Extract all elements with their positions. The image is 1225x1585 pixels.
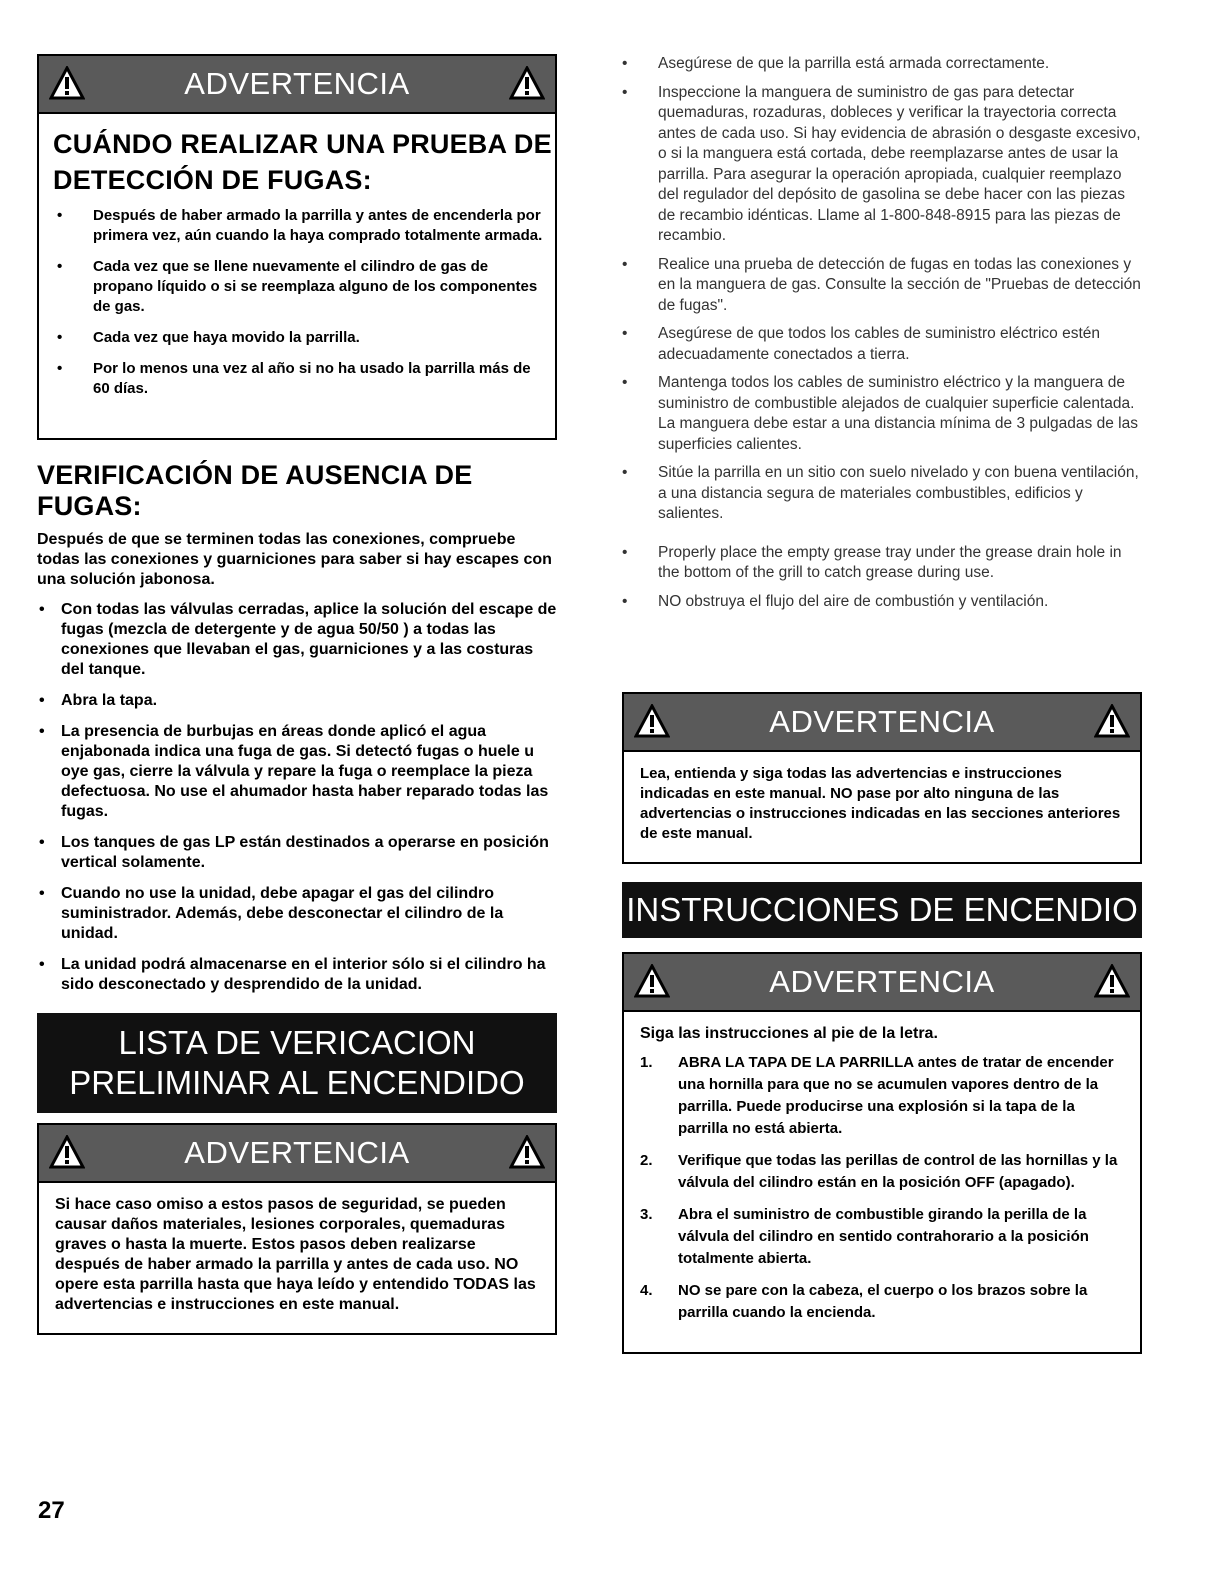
warning-triangle-icon xyxy=(1094,704,1130,738)
verification-list xyxy=(37,600,557,995)
lighting-banner xyxy=(622,882,1142,938)
list-item: • Mantenga todos los cables de suministro eléctrico y la manguera de suministro de combustible alejados de cualquier superficie calentada. La manguera debe estar a una distancia mínima de 3 pulgadas de las superficies calientes. xyxy=(622,373,1144,455)
page-number: 27 xyxy=(38,1497,65,1524)
warning-title: ADVERTENCIA xyxy=(184,1135,410,1170)
verification-heading: VERIFICACIÓN DE AUSENCIA DE FUGAS: xyxy=(37,460,473,521)
warning-title: ADVERTENCIA xyxy=(184,66,410,101)
read-warning-box xyxy=(622,692,1142,864)
step-number: 1. xyxy=(640,1054,653,1071)
verification-intro: Después de que se terminen todas las conexiones, compruebe todas las conexiones y guarniciones para saber si hay escapes con una solución jabonosa. xyxy=(37,531,552,588)
warning-triangle-icon xyxy=(1094,964,1130,998)
list-item: • Por lo menos una vez al año si no ha usado la parrilla más de 60 días. xyxy=(53,359,545,399)
warning-triangle-icon xyxy=(634,964,670,998)
lighting-steps xyxy=(624,1052,1140,1352)
step-text: Abra el suministro de combustible girando la perilla de la válvula del cilindro en sentido contrahorario a la posición totalmente abierta. xyxy=(678,1206,1089,1267)
list-item: • Los tanques de gas LP están destinados a operarse en posición vertical solamente. xyxy=(37,833,557,873)
lighting-banner-title: INSTRUCCIONES DE ENCENDIO xyxy=(626,891,1138,928)
checklist-banner-line: PRELIMINAR AL ENCENDIDO xyxy=(69,1064,525,1101)
leak-test-heading: CUÁNDO REALIZAR UNA PRUEBA DE DETECCIÓN DE FUGAS: xyxy=(53,129,552,195)
list-item: • Con todas las válvulas cerradas, aplice la solución del escape de fugas (mezcla de detergente y de agua 50/50 ) a todas las conexiones que llevaban el gas, guarniciones y a las costuras del tanque. xyxy=(37,600,557,680)
list-item: • La presencia de burbujas en áreas donde aplicó el agua enjabonada indica una fuga de gas. Si detectó fugas o huele u oye gas, cierre la válvula y repare la fuga o reemplace la pieza defectuosa. No use el ahumador hasta haber reparado todas las fugas. xyxy=(37,722,557,822)
list-item: • Cada vez que haya movido la parrilla. xyxy=(53,328,545,348)
list-item: • Sitúe la parrilla en un sitio con suelo nivelado y con buena ventilación, a una distancia segura de materiales combustibles, edificios y salientes. xyxy=(622,463,1144,525)
list-item: • Realice una prueba de detección de fugas en todas las conexiones y en la manguera de gas. Consulte la sección de "Pruebas de detección de fugas". xyxy=(622,255,1144,317)
warning-triangle-icon xyxy=(509,66,545,100)
list-item: • Cada vez que se llene nuevamente el cilindro de gas de propano líquido o si se reemplaza alguno de los componentes de gas. xyxy=(53,257,545,317)
leak-test-warning-box xyxy=(37,54,557,440)
step-item xyxy=(640,1280,1128,1324)
step-text: NO se pare con la cabeza, el cuerpo o los brazos sobre la parrilla cuando la encienda. xyxy=(678,1282,1088,1321)
step-text: Verifique que todas las perillas de control de las hornillas y la válvula del cilindro están en la posición OFF (apagado). xyxy=(678,1152,1118,1191)
step-number: 4. xyxy=(640,1282,653,1299)
list-item: • Asegúrese de que la parrilla está armada correctamente. xyxy=(622,54,1144,75)
list-item: • Cuando no use la unidad, debe apagar el gas del cilindro suministrador. Además, debe desconectar el cilindro de la unidad. xyxy=(37,884,557,944)
checklist-banner xyxy=(37,1013,557,1113)
list-item: • Properly place the empty grease tray under the grease drain hole in the bottom of the grill to catch grease during use. xyxy=(622,543,1144,584)
step-item xyxy=(640,1150,1128,1194)
left-column xyxy=(37,54,557,1335)
warning-triangle-icon xyxy=(509,1135,545,1169)
checklist-warning-box xyxy=(37,1123,557,1335)
step-text: ABRA LA TAPA DE LA PARRILLA antes de tratar de encender una hornilla para que no se acumulen vapores dentro de la parrilla. Puede producirse una explosión si la tapa de la parrilla no está abierta. xyxy=(678,1054,1114,1137)
step-item xyxy=(640,1204,1128,1270)
warning-title: ADVERTENCIA xyxy=(769,704,995,739)
warning-triangle-icon xyxy=(49,1135,85,1169)
step-number: 3. xyxy=(640,1206,653,1223)
list-item: • NO obstruya el flujo del aire de combustión y ventilación. xyxy=(622,592,1144,613)
list-item: • Asegúrese de que todos los cables de suministro eléctrico estén adecuadamente conectados a tierra. xyxy=(622,324,1144,365)
list-item: • Abra la tapa. xyxy=(37,691,557,711)
right-column xyxy=(622,54,1144,1321)
warning-bar xyxy=(624,954,1140,1012)
lighting-warning-box xyxy=(622,952,1142,1354)
preflight-list xyxy=(622,54,1144,612)
checklist-banner-line: LISTA DE VERICACION xyxy=(118,1024,476,1061)
read-warning-text: Lea, entienda y siga todas las advertencias e instrucciones indicadas en este manual. NO pase por alto ninguna de las advertencias o instrucciones indicadas en las secciones anteriores de este manual. xyxy=(640,765,1121,842)
list-item: • Después de haber armado la parrilla y antes de encenderla por primera vez, aún cuando la haya comprado totalmente armada. xyxy=(53,206,545,246)
list-item: • Inspeccione la manguera de suministro de gas para detectar quemaduras, rozaduras, dobleces y verificar la trayectoria correcta antes de cada uso. Si hay evidencia de abrasión o desgaste excesivo, o si la manguera está cortada, debe reemplazarse antes de usar la parrilla. Para asegurar la operación apropiada, cualquier reemplazo del regulador del depósito de gasolina se debe hacer con las piezas de recambio idénticas. Llame al 1-800-848-8915 para las piezas de recambio. xyxy=(622,83,1144,247)
step-number: 2. xyxy=(640,1152,653,1169)
lighting-intro: Siga las instrucciones al pie de la letra. xyxy=(640,1025,938,1042)
list-item: • La unidad podrá almacenarse en el interior sólo si el cilindro ha sido desconectado y desprendido de la unidad. xyxy=(37,955,557,995)
leak-test-list xyxy=(39,206,555,426)
checklist-warning-text: Si hace caso omiso a estos pasos de seguridad, se pueden causar daños materiales, lesiones corporales, quemaduras graves o hasta la muerte. Estos pasos deben realizarse después de haber armado la parrilla y antes de cada uso. NO opere esta parrilla hasta que haya leído y entendido TODAS las advertencias e instrucciones en este manual. xyxy=(55,1196,536,1313)
warning-bar xyxy=(39,56,555,114)
warning-triangle-icon xyxy=(49,66,85,100)
warning-bar xyxy=(624,694,1140,752)
warning-triangle-icon xyxy=(634,704,670,738)
warning-title: ADVERTENCIA xyxy=(769,964,995,999)
warning-bar xyxy=(39,1125,555,1183)
step-item xyxy=(640,1052,1128,1140)
